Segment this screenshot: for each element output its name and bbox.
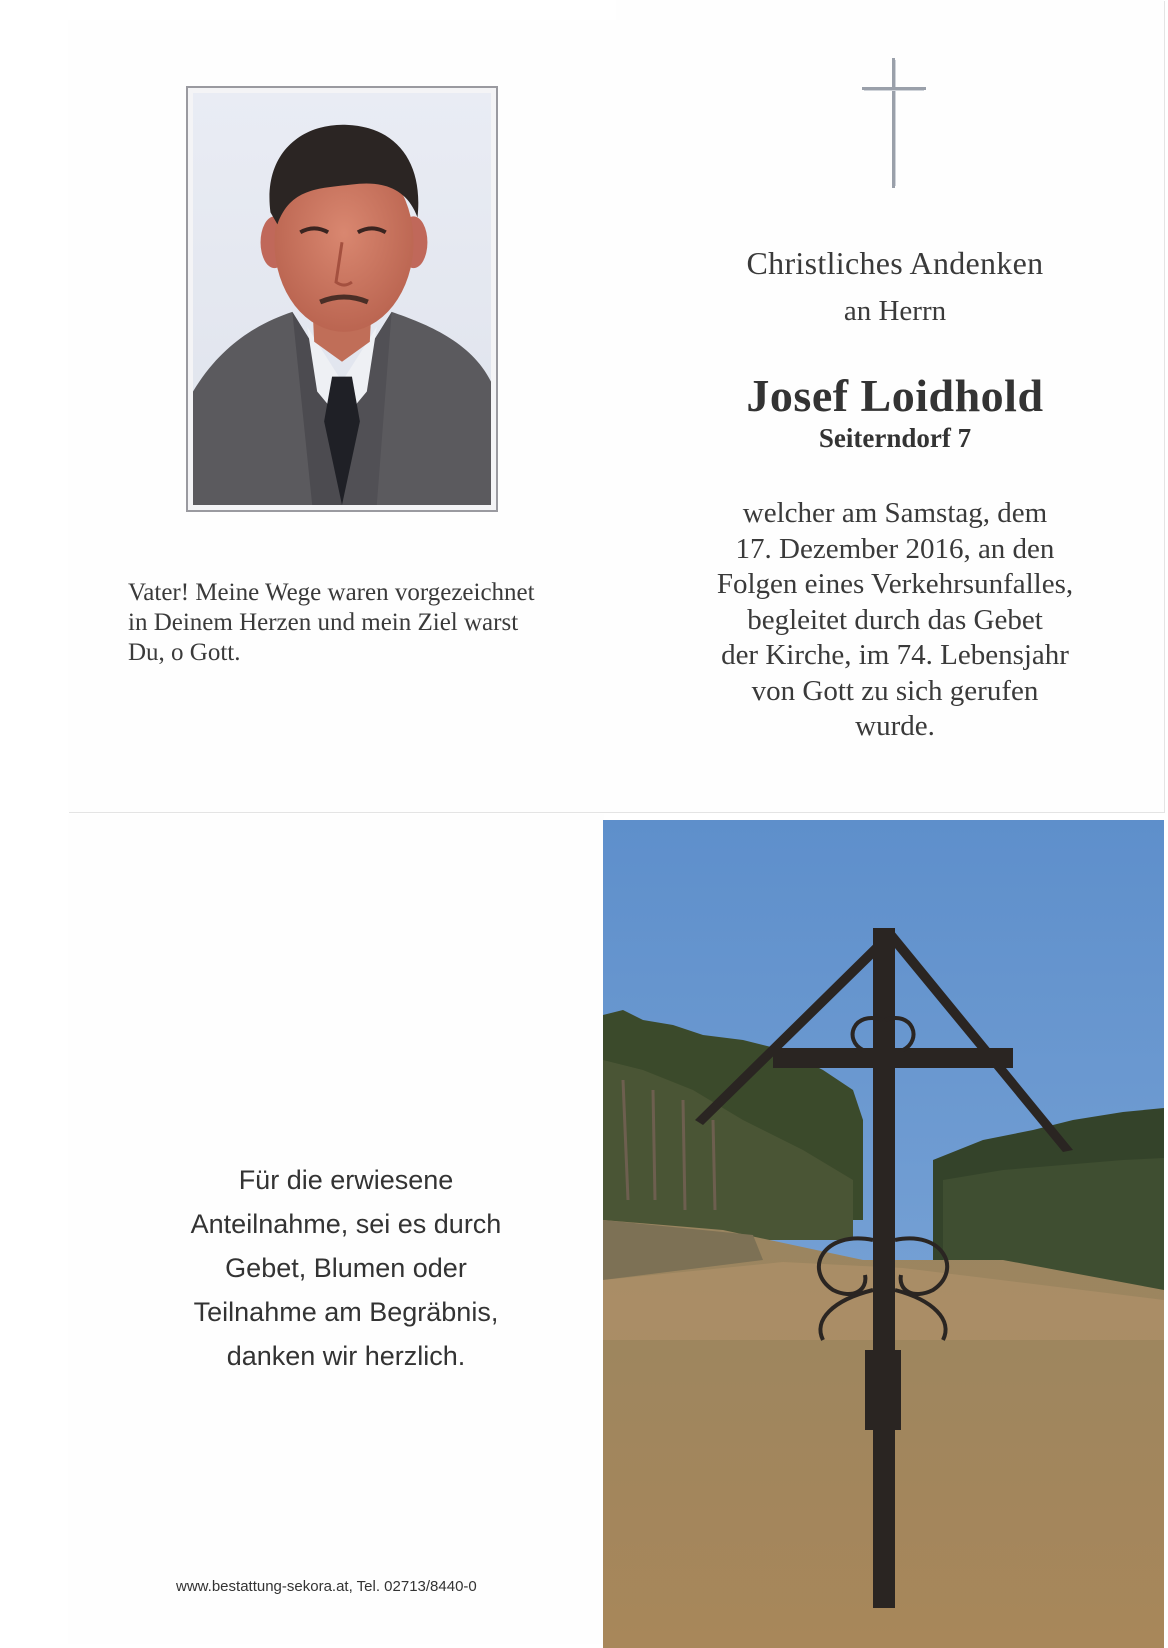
obituary-line: Folgen eines Verkehrsunfalles, [716,568,1074,600]
landscape-image [603,820,1164,1648]
thanks-line: Gebet, Blumen oder [225,1253,467,1283]
obituary-line: wurde. [855,710,935,742]
wayside-cross-photo [603,820,1164,1648]
thanks-line: Anteilnahme, sei es durch [190,1209,502,1239]
verse-text [128,578,588,668]
obituary-text [660,496,1130,745]
salutation: an Herrn [843,295,947,327]
thanks-line: Teilnahme am Begräbnis, [193,1297,499,1327]
obituary-line: der Kirche, im 74. Lebensjahr [721,639,1069,671]
obituary-line: begleitet durch das Gebet [747,603,1043,636]
portrait-photo [186,86,498,512]
verse-line: Du, o Gott. [128,639,241,666]
obituary-line: 17. Dezember 2016, an den [735,532,1055,565]
verse-line: Vater! Meine Wege waren vorgezeichnet [128,579,535,606]
latin-cross-icon [862,58,926,188]
verse-line: in Deinem Herzen und mein Ziel warst [128,609,519,636]
thanks-text [150,1158,542,1378]
obituary-line: von Gott zu sich gerufen [751,674,1039,707]
thanks-line: danken wir herzlich. [226,1341,466,1371]
footer-contact: www.bestattung-sekora.at, Tel. 02713/8440-0 [176,1578,477,1595]
portrait-image [193,93,491,505]
deceased-address: Seiterndorf 7 [818,423,972,453]
page-title: Christliches Andenken [746,245,1044,281]
deceased-name: Josef Loidhold [746,370,1044,421]
obituary-line: welcher am Samstag, dem [742,497,1048,529]
thanks-line: Für die erwiesene [238,1165,454,1195]
